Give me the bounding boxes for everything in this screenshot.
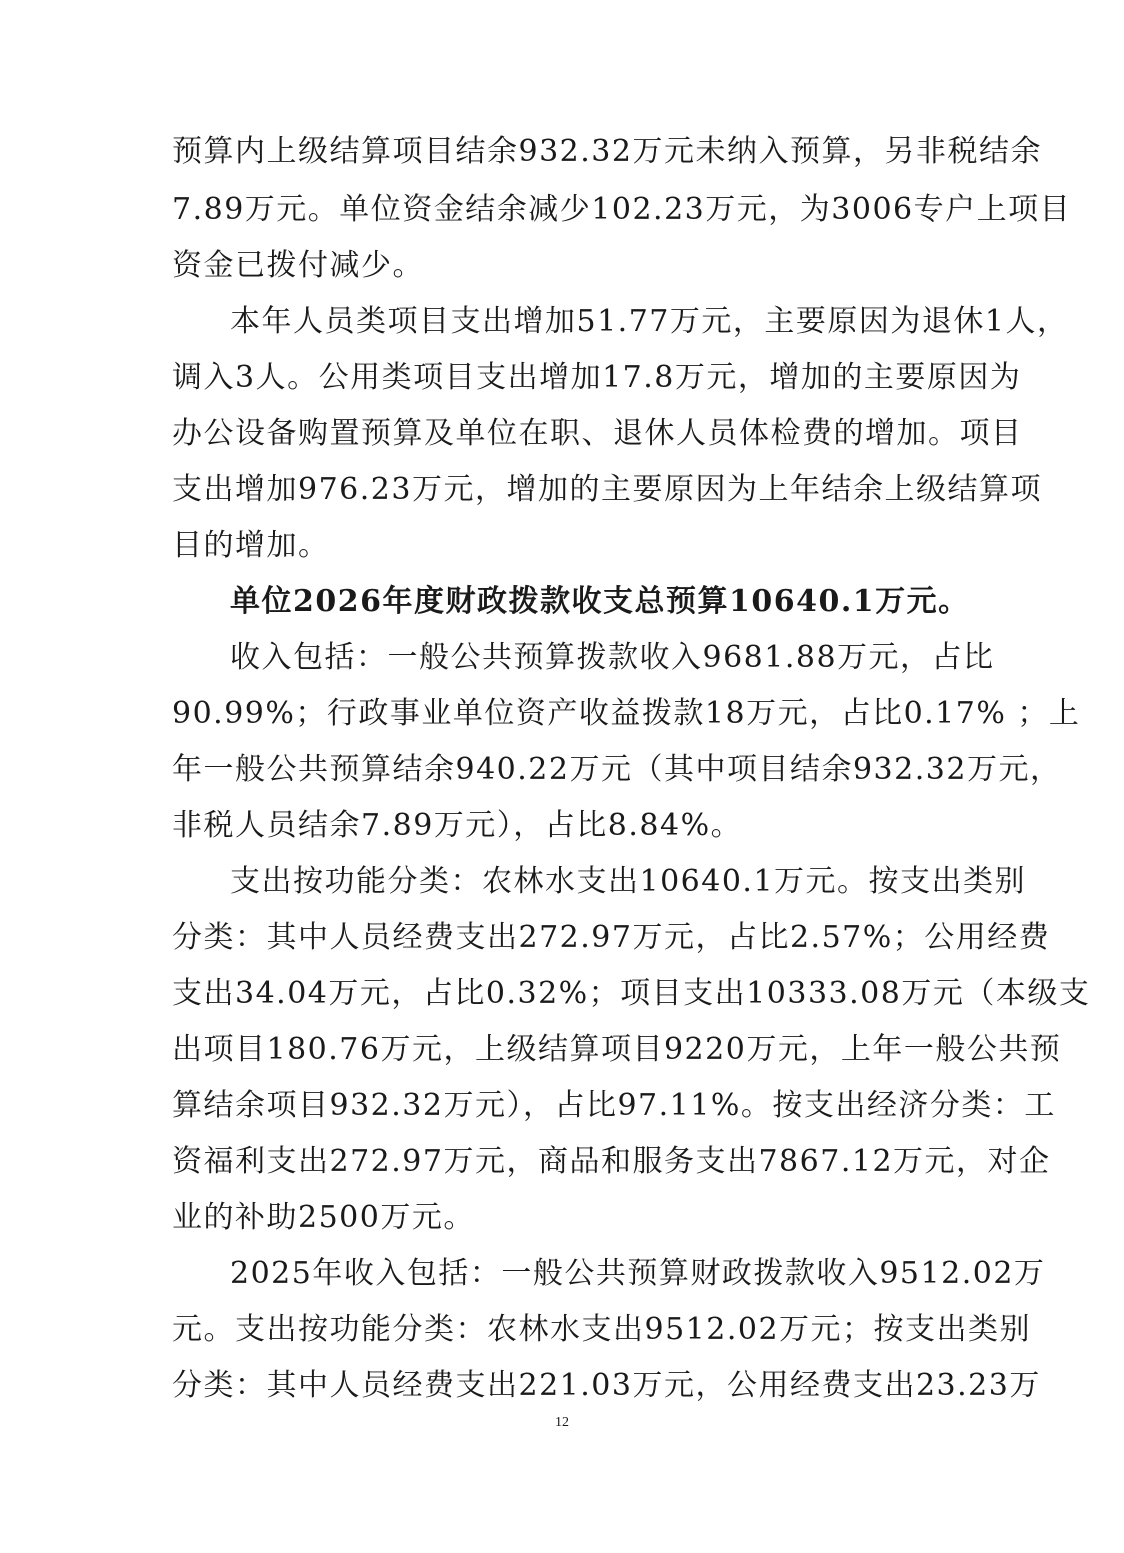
page-number: 12 xyxy=(555,1415,569,1430)
text-line: 年一般公共预算结余940.22万元（其中项目结余932.32万元， xyxy=(172,752,1062,787)
text-line: 支出34.04万元，占比0.32%；项目支出10333.08万元（本级支 xyxy=(172,976,1091,1011)
text-line: 预算内上级结算项目结余932.32万元未纳入预算，另非税结余 xyxy=(172,134,1042,169)
paragraph-start-line: 2025年收入包括：一般公共预算财政拨款收入9512.02万 xyxy=(230,1256,1046,1291)
text-line: 90.99%；行政事业单位资产收益拨款18万元，占比0.17% ；上 xyxy=(172,696,1081,731)
text-line: 支出增加976.23万元，增加的主要原因为上年结余上级结算项 xyxy=(172,472,1042,507)
text-line: 调入3人。公用类项目支出增加17.8万元，增加的主要原因为 xyxy=(172,360,1022,395)
paragraph-start-line: 收入包括：一般公共预算拨款收入9681.88万元，占比 xyxy=(230,640,995,675)
section-heading: 单位2026年度财政拨款收支总预算10640.1万元。 xyxy=(230,584,970,619)
text-line: 出项目180.76万元，上级结算项目9220万元，上年一般公共预 xyxy=(172,1032,1062,1067)
text-line: 资福利支出272.97万元，商品和服务支出7867.12万元，对企 xyxy=(172,1144,1051,1179)
text-line: 非税人员结余7.89万元），占比8.84%。 xyxy=(172,808,743,843)
text-line: 7.89万元。单位资金结余减少102.23万元，为3006专户上项目 xyxy=(172,192,1072,227)
text-line: 分类：其中人员经费支出272.97万元，占比2.57%；公用经费 xyxy=(172,920,1051,955)
text-line: 业的补助2500万元。 xyxy=(172,1200,475,1235)
paragraph-start-line: 本年人员类项目支出增加51.77万元，主要原因为退休1人， xyxy=(230,304,1069,339)
text-line: 元。支出按功能分类：农林水支出9512.02万元；按支出类别 xyxy=(172,1312,1032,1347)
paragraph-start-line: 支出按功能分类：农林水支出10640.1万元。按支出类别 xyxy=(230,864,1027,899)
text-line: 资金已拨付减少。 xyxy=(172,248,424,283)
text-line: 算结余项目932.32万元），占比97.11%。按支出经济分类：工 xyxy=(172,1088,1056,1123)
text-line: 目的增加。 xyxy=(172,528,330,563)
text-line: 办公设备购置预算及单位在职、退休人员体检费的增加。项目 xyxy=(172,416,1023,451)
text-line: 分类：其中人员经费支出221.03万元，公用经费支出23.23万 xyxy=(172,1368,1041,1403)
